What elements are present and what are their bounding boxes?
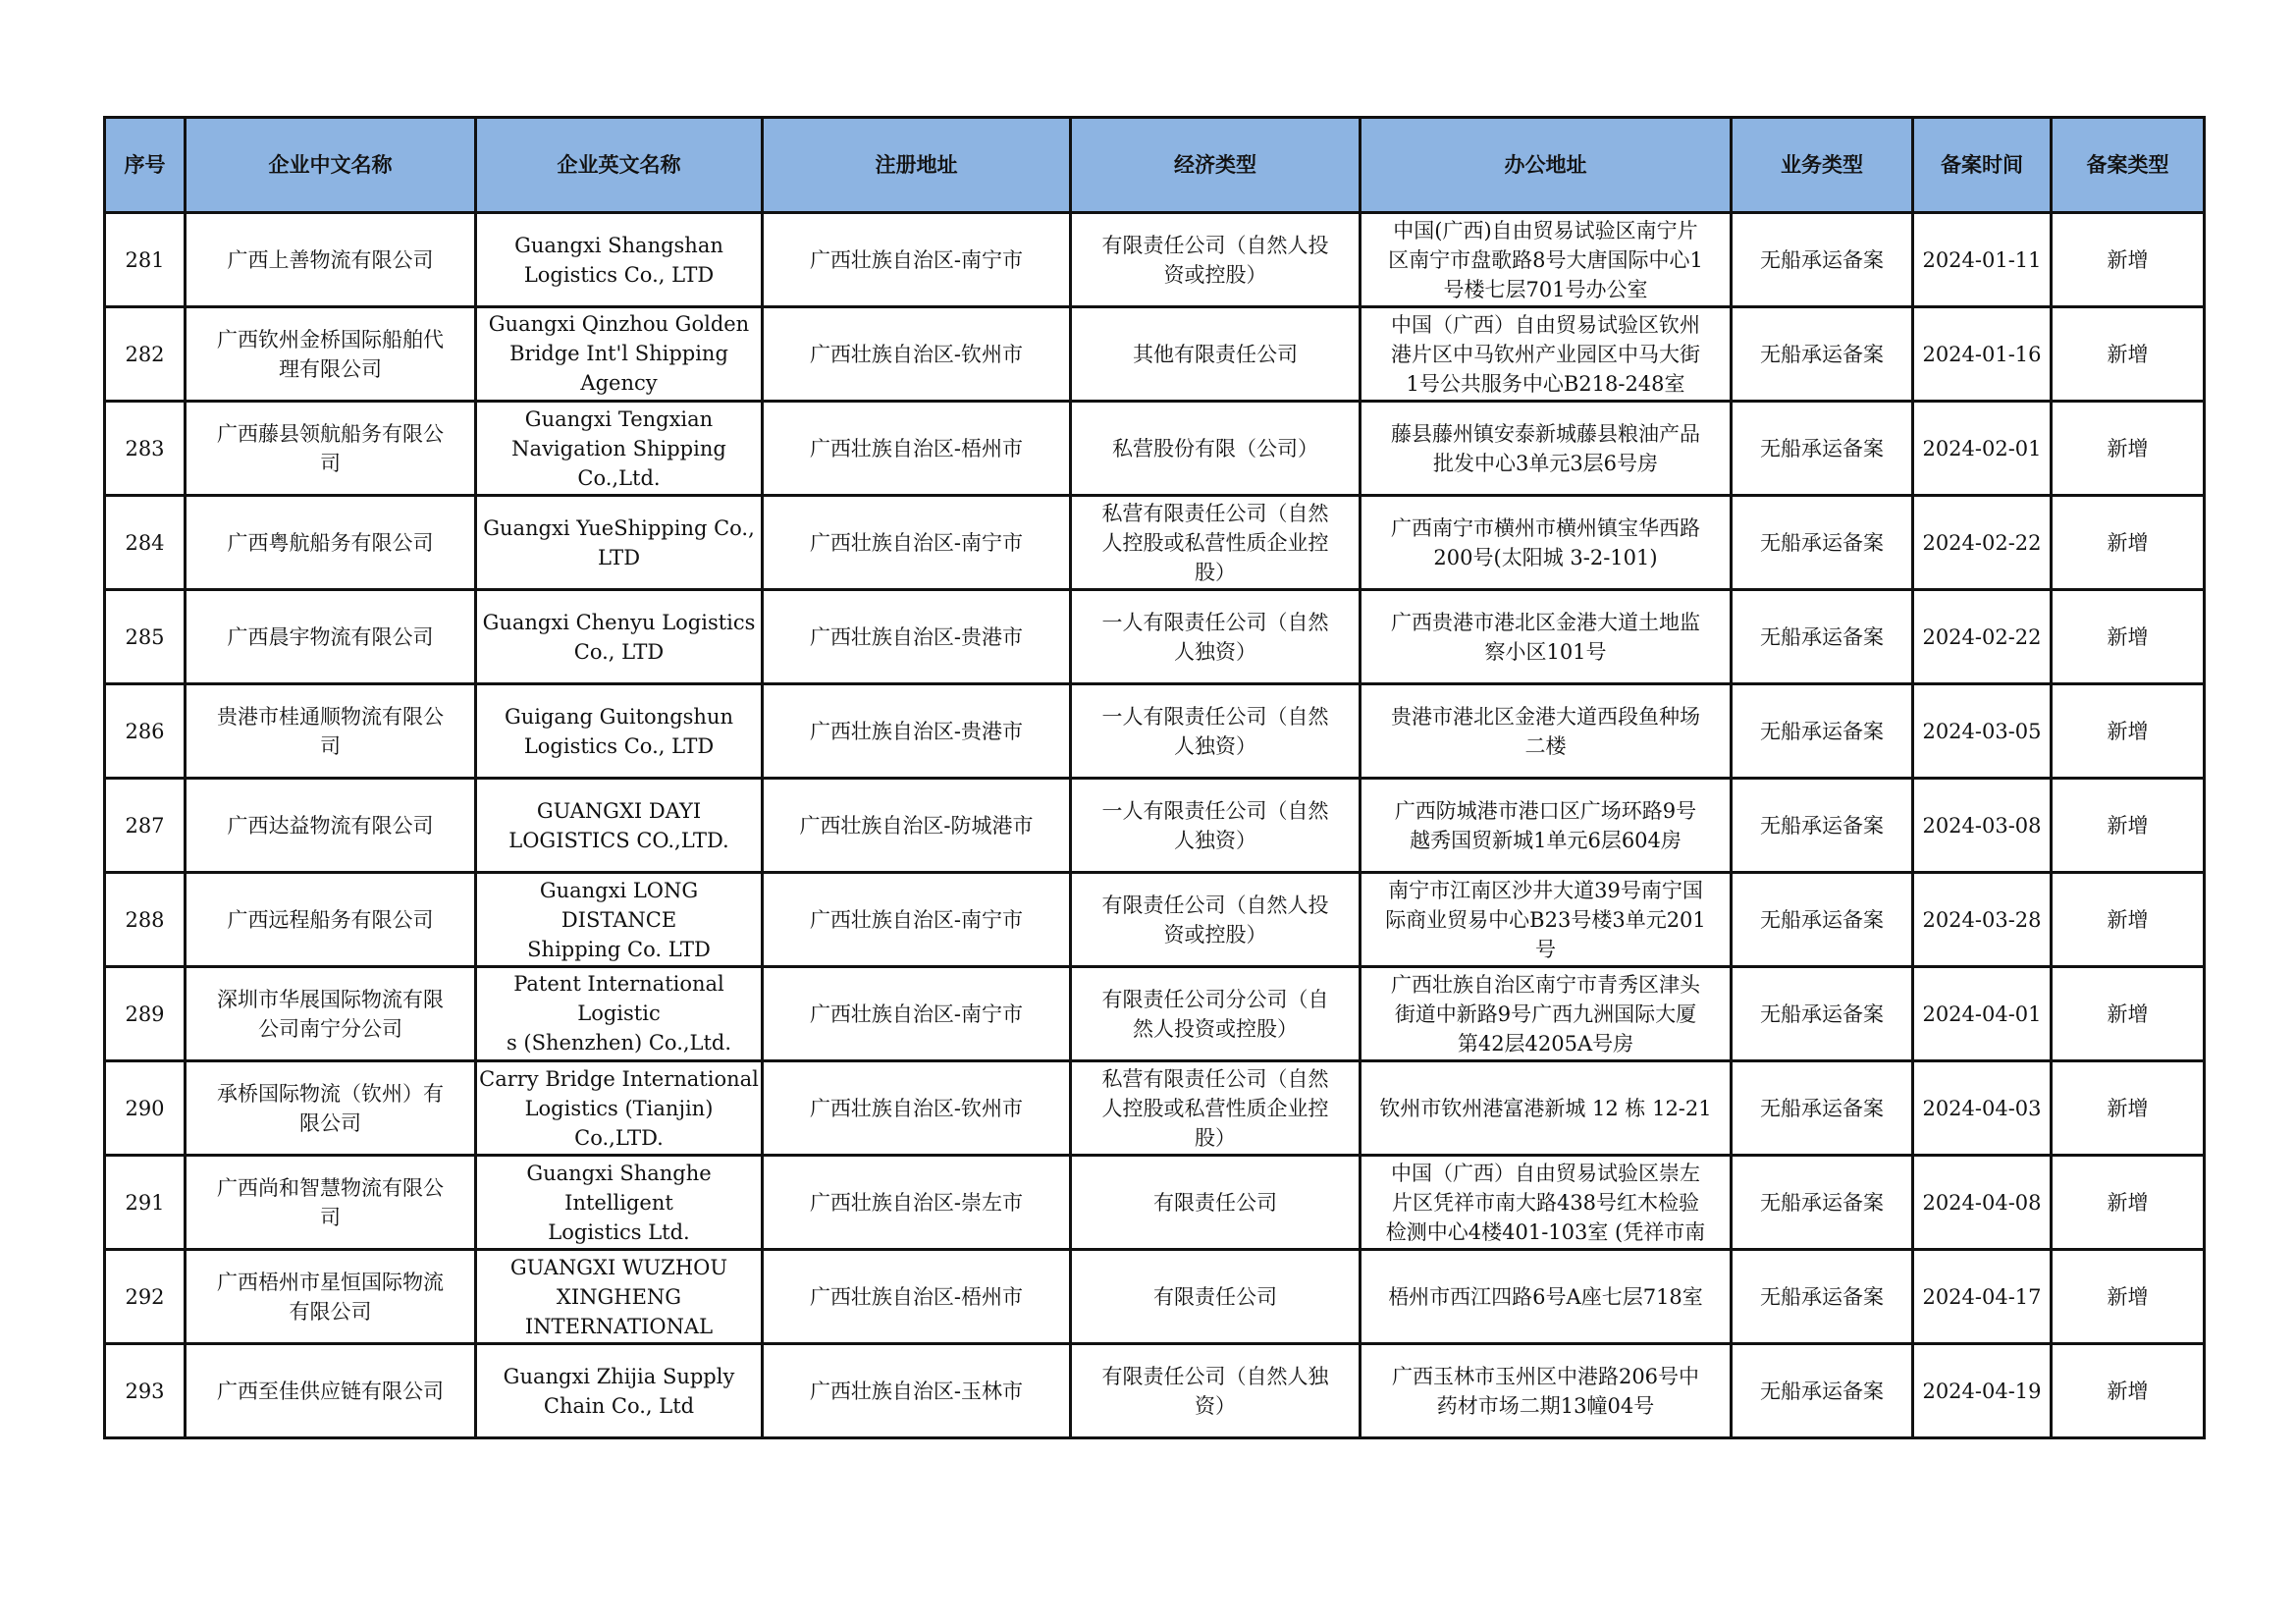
filing-type-text: 新增 — [2107, 813, 2149, 838]
office-address-text: 贵港市港北区金港大道西段鱼种场 二楼 — [1391, 704, 1700, 758]
cell-econ-type — [1071, 1250, 1361, 1344]
office-address-text: 广西玉林市玉州区中港路206号中 药材市场二期13幢04号 — [1391, 1364, 1700, 1418]
office-address-text: 中国（广西）自由贸易试验区崇左 片区凭祥市南大路438号红木检验 检测中心4楼401-103室 (凭祥市南 — [1385, 1161, 1706, 1244]
cell-reg-address — [763, 1156, 1071, 1250]
cell-business-type — [1732, 1344, 1913, 1438]
cell-index — [105, 307, 186, 402]
cell-reg-address — [763, 590, 1071, 684]
cell-filing-date — [1913, 213, 2052, 307]
table-row — [105, 1061, 2205, 1156]
cell-office-address — [1361, 307, 1732, 402]
cell-index — [105, 1250, 186, 1344]
cell-filing-type — [2052, 213, 2205, 307]
cell-business-type — [1732, 873, 1913, 967]
cell-cn-name — [186, 1250, 476, 1344]
cell-econ-type — [1071, 1061, 1361, 1156]
cell-office-address — [1361, 684, 1732, 779]
cell-office-address — [1361, 967, 1732, 1061]
cell-reg-address — [763, 1061, 1071, 1156]
header-en-name: 企业英文名称 — [476, 118, 763, 213]
filing-date-text: 2024-04-19 — [1922, 1379, 2042, 1403]
reg-address-text: 广西壮族自治区-南宁市 — [809, 530, 1024, 555]
cn-name-text: 广西晨宇物流有限公司 — [227, 624, 434, 649]
filing-type-text: 新增 — [2107, 1001, 2149, 1026]
cell-index — [105, 496, 186, 590]
cn-name-text: 深圳市华展国际物流有限 公司南宁分公司 — [217, 987, 444, 1041]
en-name-text: Guangxi Shangshan Logistics Co., LTD — [514, 233, 723, 287]
index-text: 289 — [125, 1001, 165, 1026]
business-type-text: 无船承运备案 — [1760, 1190, 1884, 1215]
reg-address-text: 广西壮族自治区-防城港市 — [799, 813, 1034, 838]
table-row — [105, 779, 2205, 873]
cell-reg-address — [763, 684, 1071, 779]
business-type-text: 无船承运备案 — [1760, 342, 1884, 366]
cell-cn-name — [186, 1156, 476, 1250]
en-name-text: GUANGXI DAYI LOGISTICS CO.,LTD. — [508, 798, 729, 852]
cell-en-name — [476, 496, 763, 590]
header-index: 序号 — [105, 118, 186, 213]
cell-econ-type — [1071, 1344, 1361, 1438]
cell-filing-date — [1913, 590, 2052, 684]
en-name-text: Guangxi Tengxian Navigation Shipping Co.,Ltd. — [511, 406, 726, 490]
business-type-text: 无船承运备案 — [1760, 624, 1884, 649]
cell-cn-name — [186, 402, 476, 496]
cell-cn-name — [186, 1061, 476, 1156]
cell-en-name — [476, 779, 763, 873]
cell-business-type — [1732, 213, 1913, 307]
cell-index — [105, 213, 186, 307]
business-type-text: 无船承运备案 — [1760, 719, 1884, 743]
index-text: 285 — [125, 624, 165, 649]
business-type-text: 无船承运备案 — [1760, 1001, 1884, 1026]
office-address-text: 中国（广西）自由贸易试验区钦州 港片区中马钦州产业园区中马大街 1号公共服务中心B218-248室 — [1391, 312, 1700, 396]
business-type-text: 无船承运备案 — [1760, 436, 1884, 460]
econ-type-text: 私营有限责任公司（自然 人控股或私营性质企业控 股） — [1101, 501, 1329, 584]
cell-filing-date — [1913, 1156, 2052, 1250]
cell-econ-type — [1071, 307, 1361, 402]
cell-filing-date — [1913, 779, 2052, 873]
cn-name-text: 广西藤县领航船务有限公 司 — [217, 421, 444, 475]
office-address-text: 钦州市钦州港富港新城 12 栋 12-21 — [1379, 1096, 1712, 1120]
cn-name-text: 广西远程船务有限公司 — [227, 907, 434, 932]
cell-econ-type — [1071, 1156, 1361, 1250]
cell-office-address — [1361, 779, 1732, 873]
cell-econ-type — [1071, 873, 1361, 967]
reg-address-text: 广西壮族自治区-贵港市 — [809, 719, 1024, 743]
econ-type-text: 有限责任公司（自然人独 资） — [1101, 1364, 1329, 1418]
index-text: 281 — [125, 247, 165, 272]
cell-cn-name — [186, 873, 476, 967]
table-row — [105, 1156, 2205, 1250]
cell-business-type — [1732, 1250, 1913, 1344]
filing-type-text: 新增 — [2107, 342, 2149, 366]
cell-index — [105, 1344, 186, 1438]
cell-business-type — [1732, 779, 1913, 873]
business-type-text: 无船承运备案 — [1760, 907, 1884, 932]
cell-en-name — [476, 213, 763, 307]
filing-date-text: 2024-04-01 — [1922, 1001, 2042, 1026]
office-address-text: 南宁市江南区沙井大道39号南宁国 际商业贸易中心B23号楼3单元201 号 — [1385, 878, 1706, 961]
cn-name-text: 广西达益物流有限公司 — [227, 813, 434, 838]
econ-type-text: 私营股份有限（公司） — [1112, 436, 1318, 460]
header-filing-date: 备案时间 — [1913, 118, 2052, 213]
filing-type-text: 新增 — [2107, 907, 2149, 932]
index-text: 284 — [125, 530, 165, 555]
cell-en-name — [476, 684, 763, 779]
index-text: 286 — [125, 719, 165, 743]
cell-filing-type — [2052, 779, 2205, 873]
cell-cn-name — [186, 213, 476, 307]
econ-type-text: 有限责任公司（自然人投 资或控股） — [1101, 233, 1329, 287]
filing-type-text: 新增 — [2107, 624, 2149, 649]
cn-name-text: 承桥国际物流（钦州）有 限公司 — [217, 1081, 444, 1135]
reg-address-text: 广西壮族自治区-南宁市 — [809, 1001, 1024, 1026]
cell-cn-name — [186, 590, 476, 684]
reg-address-text: 广西壮族自治区-钦州市 — [809, 342, 1024, 366]
cell-index — [105, 684, 186, 779]
filing-date-text: 2024-03-28 — [1922, 907, 2042, 932]
cn-name-text: 广西梧州市星恒国际物流 有限公司 — [217, 1270, 444, 1324]
filing-date-text: 2024-04-03 — [1922, 1096, 2042, 1120]
table-row — [105, 967, 2205, 1061]
filing-type-text: 新增 — [2107, 1379, 2149, 1403]
table-row — [105, 307, 2205, 402]
business-type-text: 无船承运备案 — [1760, 1379, 1884, 1403]
cell-reg-address — [763, 307, 1071, 402]
filing-date-text: 2024-02-22 — [1922, 530, 2042, 555]
cell-cn-name — [186, 496, 476, 590]
en-name-text: GUANGXI WUZHOU XINGHENG INTERNATIONAL — [509, 1255, 728, 1338]
table-row — [105, 496, 2205, 590]
cell-filing-type — [2052, 590, 2205, 684]
cell-filing-type — [2052, 1061, 2205, 1156]
header-cn-name: 企业中文名称 — [186, 118, 476, 213]
cell-filing-type — [2052, 967, 2205, 1061]
cell-econ-type — [1071, 590, 1361, 684]
index-text: 288 — [125, 907, 165, 932]
reg-address-text: 广西壮族自治区-钦州市 — [809, 1096, 1024, 1120]
cell-filing-date — [1913, 967, 2052, 1061]
cell-index — [105, 967, 186, 1061]
cell-en-name — [476, 967, 763, 1061]
econ-type-text: 一人有限责任公司（自然 人独资） — [1101, 610, 1329, 664]
filing-date-text: 2024-04-08 — [1922, 1190, 2042, 1215]
cell-business-type — [1732, 967, 1913, 1061]
econ-type-text: 有限责任公司（自然人投 资或控股） — [1101, 893, 1329, 947]
cell-cn-name — [186, 684, 476, 779]
cell-reg-address — [763, 873, 1071, 967]
cell-en-name — [476, 1250, 763, 1344]
filing-date-text: 2024-01-16 — [1922, 342, 2042, 366]
en-name-text: Guangxi Chenyu Logistics Co., LTD — [482, 610, 756, 664]
table-row — [105, 402, 2205, 496]
cell-filing-type — [2052, 684, 2205, 779]
index-text: 293 — [125, 1379, 165, 1403]
filing-type-text: 新增 — [2107, 1190, 2149, 1215]
cn-name-text: 广西上善物流有限公司 — [227, 247, 434, 272]
index-text: 282 — [125, 342, 165, 366]
header-econ-type: 经济类型 — [1071, 118, 1361, 213]
reg-address-text: 广西壮族自治区-南宁市 — [809, 247, 1024, 272]
reg-address-text: 广西壮族自治区-贵港市 — [809, 624, 1024, 649]
cell-business-type — [1732, 496, 1913, 590]
cell-office-address — [1361, 213, 1732, 307]
cell-filing-date — [1913, 307, 2052, 402]
index-text: 290 — [125, 1096, 165, 1120]
cell-reg-address — [763, 1250, 1071, 1344]
table-row — [105, 1344, 2205, 1438]
cn-name-text: 广西尚和智慧物流有限公 司 — [217, 1175, 444, 1229]
cn-name-text: 广西粤航船务有限公司 — [227, 530, 434, 555]
filing-type-text: 新增 — [2107, 530, 2149, 555]
cell-office-address — [1361, 402, 1732, 496]
office-address-text: 广西防城港市港口区广场环路9号 越秀国贸新城1单元6层604房 — [1394, 798, 1697, 852]
business-type-text: 无船承运备案 — [1760, 530, 1884, 555]
cell-econ-type — [1071, 779, 1361, 873]
cell-filing-type — [2052, 873, 2205, 967]
cell-filing-type — [2052, 496, 2205, 590]
en-name-text: Guangxi YueShipping Co., LTD — [483, 515, 755, 569]
cell-en-name — [476, 590, 763, 684]
cell-business-type — [1732, 684, 1913, 779]
cell-index — [105, 1156, 186, 1250]
cell-filing-type — [2052, 1344, 2205, 1438]
cell-econ-type — [1071, 213, 1361, 307]
cn-name-text: 贵港市桂通顺物流有限公 司 — [217, 704, 444, 758]
office-address-text: 广西南宁市横州市横州镇宝华西路 200号(太阳城 3-2-101) — [1391, 515, 1700, 569]
cell-office-address — [1361, 590, 1732, 684]
cell-filing-type — [2052, 1156, 2205, 1250]
cell-business-type — [1732, 590, 1913, 684]
cell-en-name — [476, 1344, 763, 1438]
cell-filing-type — [2052, 307, 2205, 402]
filing-date-text: 2024-02-01 — [1922, 436, 2042, 460]
office-address-text: 中国(广西)自由贸易试验区南宁片 区南宁市盘歌路8号大唐国际中心1 号楼七层701号办公室 — [1388, 218, 1703, 301]
office-address-text: 广西贵港市港北区金港大道土地监 察小区101号 — [1391, 610, 1700, 664]
cell-reg-address — [763, 1344, 1071, 1438]
cell-office-address — [1361, 1061, 1732, 1156]
cell-cn-name — [186, 967, 476, 1061]
cell-filing-date — [1913, 684, 2052, 779]
table-row — [105, 684, 2205, 779]
table-row — [105, 873, 2205, 967]
cell-reg-address — [763, 402, 1071, 496]
cn-name-text: 广西至佳供应链有限公司 — [217, 1379, 444, 1403]
econ-type-text: 私营有限责任公司（自然 人控股或私营性质企业控 股） — [1101, 1066, 1329, 1150]
reg-address-text: 广西壮族自治区-崇左市 — [809, 1190, 1024, 1215]
cell-office-address — [1361, 1250, 1732, 1344]
en-name-text: Guangxi Shanghe Intelligent Logistics Ltd. — [526, 1161, 712, 1244]
business-type-text: 无船承运备案 — [1760, 1096, 1884, 1120]
filing-date-text: 2024-03-05 — [1922, 719, 2042, 743]
en-name-text: Guangxi LONG DISTANCE Shipping Co. LTD — [527, 878, 711, 961]
econ-type-text: 有限责任公司 — [1153, 1284, 1277, 1309]
cell-filing-date — [1913, 873, 2052, 967]
filing-date-text: 2024-02-22 — [1922, 624, 2042, 649]
econ-type-text: 一人有限责任公司（自然 人独资） — [1101, 704, 1329, 758]
cell-en-name — [476, 307, 763, 402]
cell-reg-address — [763, 967, 1071, 1061]
cell-reg-address — [763, 779, 1071, 873]
cell-en-name — [476, 1061, 763, 1156]
cell-cn-name — [186, 779, 476, 873]
cell-econ-type — [1071, 496, 1361, 590]
cell-business-type — [1732, 1061, 1913, 1156]
en-name-text: Guigang Guitongshun Logistics Co., LTD — [504, 704, 734, 758]
header-reg-address: 注册地址 — [763, 118, 1071, 213]
cell-econ-type — [1071, 684, 1361, 779]
cell-filing-type — [2052, 1250, 2205, 1344]
cell-index — [105, 873, 186, 967]
cell-office-address — [1361, 1156, 1732, 1250]
cell-office-address — [1361, 496, 1732, 590]
index-text: 292 — [125, 1284, 165, 1309]
cell-en-name — [476, 402, 763, 496]
office-address-text: 藤县藤州镇安泰新城藤县粮油产品 批发中心3单元3层6号房 — [1391, 421, 1700, 475]
cell-filing-date — [1913, 1250, 2052, 1344]
reg-address-text: 广西壮族自治区-梧州市 — [809, 436, 1024, 460]
cell-index — [105, 590, 186, 684]
header-business-type: 业务类型 — [1732, 118, 1913, 213]
cell-index — [105, 1061, 186, 1156]
econ-type-text: 其他有限责任公司 — [1133, 342, 1298, 366]
cell-filing-date — [1913, 1344, 2052, 1438]
reg-address-text: 广西壮族自治区-梧州市 — [809, 1284, 1024, 1309]
header-office-address: 办公地址 — [1361, 118, 1732, 213]
cell-business-type — [1732, 1156, 1913, 1250]
cell-cn-name — [186, 1344, 476, 1438]
cell-filing-date — [1913, 402, 2052, 496]
econ-type-text: 一人有限责任公司（自然 人独资） — [1101, 798, 1329, 852]
cell-econ-type — [1071, 402, 1361, 496]
cell-reg-address — [763, 213, 1071, 307]
cell-cn-name — [186, 307, 476, 402]
header-row — [105, 118, 2205, 213]
econ-type-text: 有限责任公司 — [1153, 1190, 1277, 1215]
filing-table — [103, 116, 2206, 1439]
cell-index — [105, 779, 186, 873]
filing-type-text: 新增 — [2107, 1096, 2149, 1120]
cell-filing-date — [1913, 496, 2052, 590]
cell-office-address — [1361, 873, 1732, 967]
index-text: 287 — [125, 813, 165, 838]
table-row — [105, 590, 2205, 684]
cell-filing-type — [2052, 402, 2205, 496]
en-name-text: Guangxi Zhijia Supply Chain Co., Ltd — [503, 1364, 735, 1418]
filing-date-text: 2024-01-11 — [1922, 247, 2042, 272]
en-name-text: Carry Bridge International Logistics (Tianjin) Co.,LTD. — [479, 1066, 759, 1150]
filing-date-text: 2024-03-08 — [1922, 813, 2042, 838]
index-text: 283 — [125, 436, 165, 460]
cell-index — [105, 402, 186, 496]
filing-type-text: 新增 — [2107, 436, 2149, 460]
table-row — [105, 213, 2205, 307]
cell-en-name — [476, 1156, 763, 1250]
cn-name-text: 广西钦州金桥国际船舶代 理有限公司 — [217, 327, 444, 381]
en-name-text: Guangxi Qinzhou Golden Bridge Int'l Shipping Agency — [488, 311, 750, 395]
business-type-text: 无船承运备案 — [1760, 1284, 1884, 1309]
cell-business-type — [1732, 402, 1913, 496]
reg-address-text: 广西壮族自治区-南宁市 — [809, 907, 1024, 932]
business-type-text: 无船承运备案 — [1760, 247, 1884, 272]
office-address-text: 广西壮族自治区南宁市青秀区津头 街道中新路9号广西九洲国际大厦 第42层4205A号房 — [1391, 972, 1700, 1056]
cell-office-address — [1361, 1344, 1732, 1438]
cell-en-name — [476, 873, 763, 967]
en-name-text: Patent International Logistic s (Shenzhen) Co.,Ltd. — [506, 971, 732, 1055]
filing-type-text: 新增 — [2107, 1284, 2149, 1309]
filing-date-text: 2024-04-17 — [1922, 1284, 2042, 1309]
reg-address-text: 广西壮族自治区-玉林市 — [809, 1379, 1024, 1403]
filing-type-text: 新增 — [2107, 247, 2149, 272]
header-filing-type: 备案类型 — [2052, 118, 2205, 213]
office-address-text: 梧州市西江四路6号A座七层718室 — [1388, 1284, 1703, 1309]
business-type-text: 无船承运备案 — [1760, 813, 1884, 838]
cell-filing-date — [1913, 1061, 2052, 1156]
cell-business-type — [1732, 307, 1913, 402]
cell-econ-type — [1071, 967, 1361, 1061]
cell-reg-address — [763, 496, 1071, 590]
econ-type-text: 有限责任公司分公司（自 然人投资或控股） — [1101, 987, 1329, 1041]
index-text: 291 — [125, 1190, 165, 1215]
filing-type-text: 新增 — [2107, 719, 2149, 743]
table-row — [105, 1250, 2205, 1344]
